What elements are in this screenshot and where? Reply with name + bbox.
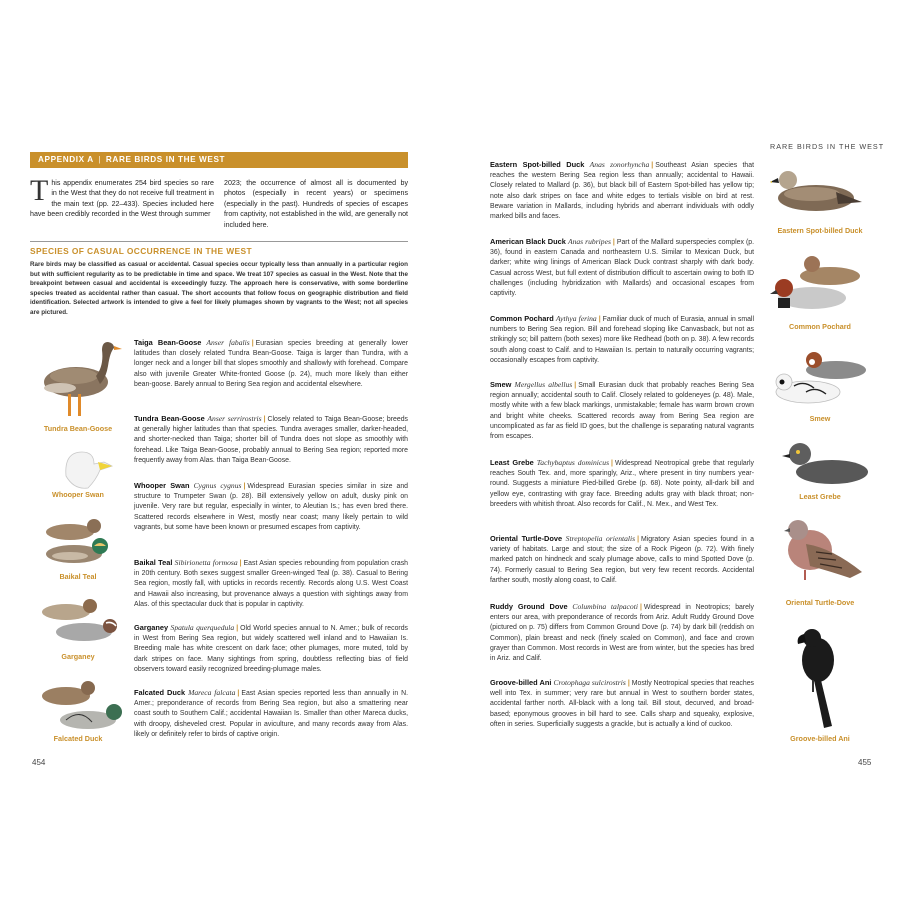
baikal-teal-illustration xyxy=(30,514,130,570)
entry-separator: | xyxy=(239,560,242,567)
entry-name: Ruddy Ground Dove xyxy=(490,602,568,611)
entry-groove-billed-ani xyxy=(490,678,754,730)
entry-separator: | xyxy=(251,340,254,347)
entry-text: East Asian species reported less than annually in N. Amer.; preponderance of records from Bering Sea region, but also a smattering near coast south to Southern Calif.; accidental Hawaiian Is. Smaller than other Mareca ducks, with droopy, disheveled crest. Popular in aviculture, and many records away from Alas. likely or definitely refer to birds of captive origin. xyxy=(134,690,408,738)
caption-eastern-spot-billed-duck: Eastern Spot-billed Duck xyxy=(777,226,863,235)
entry-separator: | xyxy=(627,680,630,687)
caption-smew: Smew xyxy=(809,414,831,423)
entry-text: Small Eurasian duck that probably reaches Bering Sea region annually; accidental south to Calif. Closely related to goldeneyes (p. 48). Male, mostly white with a few black markings, unmistakable; female has warm brown crown and bright white cheeks. Scattered records away from Bering Sea region are uncomplicated as far as field ID goes, but the challenge is separating natural vagrants from escapes. xyxy=(490,382,754,441)
entry-ruddy-ground-dove xyxy=(490,602,754,664)
right-page xyxy=(488,140,886,770)
entry-text: Familiar duck of much of Eurasia, annual in small numbers to Bering Sea region. Bill and forehead sloping like Canvasback, but not as strikingly so; bill pattern (both sexes) more like Redhead (both on p. 38). A few records south along coast to Calif. and to Hawaiian Is. pertain to naturally occurring vagrants; occasionally escapes from captivity. xyxy=(490,316,754,364)
section-intro: Rare birds may be classified as casual or accidental. Casual species occur typically less than annually in a particular region but with sufficient regularity as to be predictable in time and space. We treat 107 species as casual in the West. Note that the breakpoint between casual and accidental is exceedingly fuzzy. The approach here is conservative, with some borderline species treated as accidental rather than casual. The short accounts that follow focus on geographic distribution and field identification. Selected artwork is intended to give a feel for likely plumages shown by vagrants to the West; not all species are pictured. xyxy=(30,261,408,316)
caption-oriental-turtle-dove: Oriental Turtle-Dove xyxy=(785,598,855,607)
intro-text-1: his appendix enumerates 254 bird species so rare in the West that they do not receive full treatment in the main text (pp. 22–433). Species included here have been credibly recorded in the West through summer xyxy=(30,179,214,219)
entry-sci-name: Anser serrirostris xyxy=(207,414,262,423)
garganey-illustration xyxy=(30,596,130,648)
entry-name: Taiga Bean-Goose xyxy=(134,338,202,347)
entry-text: Migratory Asian species found in a variety of habitats. Large and stout; the size of a Rock Pigeon (p. 72). With finely marked patch on hindneck and scaly plumage above, calls to mind Spotted Dove (p. 74). Formerly casual to Bering Sea region, but very few recent records. Accidental farther south, mostly along coast, to Calif. xyxy=(490,536,754,584)
entry-text: Old World species annual to N. Amer.; bulk of records in West from Bering Sea region, but widely scattered well inland and to Hawaiian Is. Breeding male has white crescent on dark face; other plumages, more muted, told by dark stripes on face. Many sightings from spring, doubtless reflecting bias of field observers toward easily recognized breeding-plumage males. xyxy=(134,625,408,673)
entry-tundra-bean-goose xyxy=(134,414,408,466)
entry-text: East Asian species rebounding from population crash in 20th century. Both sexes suggest smaller Green-winged Teal (p. 38). Casual to Bering Sea region, mostly fall, with upticks in records recently. Records along U.S. West Coast and Hawaii also increasing, but provenance always a question with sightings away from Alas. of this spectacular duck that is popular in captivity. xyxy=(134,560,408,608)
entry-name: Whooper Swan xyxy=(134,481,190,490)
entry-name: Oriental Turtle-Dove xyxy=(490,534,563,543)
entry-sci-name: Anas zonorhyncha xyxy=(589,160,650,169)
entry-least-grebe xyxy=(490,458,754,510)
common-pochard-illustration xyxy=(768,250,878,316)
tundra-bean-goose-illustration xyxy=(30,336,126,422)
entry-name: American Black Duck xyxy=(490,237,566,246)
entry-sci-name: Tachybaptus dominicus xyxy=(536,458,610,467)
entry-taiga-bean-goose xyxy=(134,338,408,390)
entry-separator: | xyxy=(612,239,615,246)
page-number-left: 454 xyxy=(32,758,46,767)
entry-text: Southeast Asian species that reaches the western Bering Sea region less than annually; accidental to Hawaii. Closely related to Mallard (p. 36), but black bill of Eastern Spot-billed has yellow tip; note also dark stripes on face and white edges to tertials visible on bird at rest. Beware variation in Mallards, including hybrids and aberrant individuals with oddly marked bills and faces. xyxy=(490,162,754,221)
header-separator: | xyxy=(98,155,102,164)
oriental-turtle-dove-illustration xyxy=(776,514,876,590)
drop-cap: T xyxy=(30,174,49,207)
entry-separator: | xyxy=(574,382,577,389)
appendix-header xyxy=(30,152,408,168)
entry-sci-name: Sibirionetta formosa xyxy=(174,558,238,567)
entry-name: Garganey xyxy=(134,623,169,632)
running-head: RARE BIRDS IN THE WEST xyxy=(770,142,885,151)
entry-separator: | xyxy=(236,625,239,632)
entry-name: Smew xyxy=(490,380,512,389)
intro-text-2: 2023; the occurrence of almost all is documented by photos (especially in recent years) or specimens (especially in the past). Hundreds of species of escapes from captivity, not established in the wild, are generally not included here. xyxy=(224,179,408,229)
entry-name: Tundra Bean-Goose xyxy=(134,414,205,423)
entry-text: Widespread Eurasian species similar in size and structure to Trumpeter Swan (p. 28). Bill extensively yellow on adult, dusky pink on juvenile. Very rare but regular, especially in winter, to Aleutian Is.; has even bred there. Scattered records elsewhere in West, mostly near coast; many likely pertain to wild vagrants, but some have been known or presumed escapes from captivity. xyxy=(134,483,408,531)
entry-text: Mostly Neotropical species that reaches well into Tex. in summer; very rare but annual in West to southern border states, accidental farther north. All-black with a long tail. Bill stout, decurved, and broad-based; eponymous grooves in bill hard to see. Calls sharp and squeaky, explosive, often in series. Superficially suggests a grackle, but is actually a kind of cuckoo. xyxy=(490,680,754,728)
entry-name: Falcated Duck xyxy=(134,688,186,697)
entry-text: Part of the Mallard superspecies complex (p. 36), found in eastern Canada and northeastern U.S. Similar to Mexican Duck, but darker; white wing linings of American Black Duck contrast sharply with dark body. Casual across West, but full extent of distribution difficult to ascertain owing to both ID challenges (including hybridization with Mallards) and occasional escapes from captivity. xyxy=(490,239,755,298)
entry-sci-name: Mergellus albellus xyxy=(514,380,573,389)
appendix-title: RARE BIRDS IN THE WEST xyxy=(105,155,226,164)
entry-sci-name: Streptopelia orientalis xyxy=(565,534,636,543)
caption-common-pochard: Common Pochard xyxy=(789,322,851,331)
entry-oriental-turtle-dove xyxy=(490,534,754,586)
caption-tundra-bean-goose: Tundra Bean-Goose xyxy=(43,424,113,433)
entry-garganey xyxy=(134,623,408,675)
entry-eastern-spot-billed-duck xyxy=(490,160,754,222)
page-number-right: 455 xyxy=(858,758,872,767)
divider xyxy=(30,241,408,242)
entry-sci-name: Anas rubripes xyxy=(567,237,611,246)
entry-text: Widespread Neotropical grebe that regularly reaches South Tex. and, more sparingly, Ariz., where present in tiny numbers year-round. Suggests a miniature Pied-billed Grebe (p. 68). Note pointy, all-dark bill and yellow eye, contrasting with gray face. Breeding adults gray with black throat; non-breeders with whitish throat. Also records for Calif., N. Mex., and West Tex. xyxy=(490,460,754,508)
caption-garganey: Garganey xyxy=(61,652,95,661)
caption-baikal-teal: Baikal Teal xyxy=(59,572,97,581)
section-title: SPECIES OF CASUAL OCCURRENCE IN THE WEST xyxy=(30,246,252,256)
entry-sci-name: Aythya ferina xyxy=(555,314,597,323)
entry-sci-name: Columbina talpacoti xyxy=(572,602,638,611)
entry-text: Eurasian species breeding at generally lower latitudes than closely related Tundra Bean-Goose. Taiga is larger than Tundra, with a longer neck and a longer bill that slopes smoothly and shallowly with forehead. Compare also with juvenile Greater White-fronted Goose (p. 24), much more likely than either bean-goose. Barely annual to Bering Sea region and accidental elsewhere. xyxy=(134,340,408,388)
whooper-swan-illustration xyxy=(60,446,120,492)
caption-least-grebe: Least Grebe xyxy=(799,492,841,501)
falcated-duck-illustration xyxy=(30,678,130,736)
eastern-spot-billed-duck-illustration xyxy=(766,162,876,218)
entry-name: Groove-billed Ani xyxy=(490,678,552,687)
entry-separator: | xyxy=(243,483,246,490)
caption-falcated-duck: Falcated Duck xyxy=(53,734,103,743)
groove-billed-ani-illustration xyxy=(788,626,868,732)
intro-column-1 xyxy=(30,174,214,230)
entry-separator: | xyxy=(598,316,601,323)
entry-text: Widespread in Neotropics; barely enters our area, with preponderance of records from Ariz. Adult Ruddy Ground Dove (pictured on p. 75) differs from Common Ground Dove (p. 74) by dark bill (reddish on Common), plain breast and neck (finely scaled on Common), and face and crown grayer than Common. Most records in West are from winter, but the species has bred in Ariz. and Calif. xyxy=(490,604,754,663)
entry-whooper-swan xyxy=(134,481,408,533)
entry-name: Eastern Spot-billed Duck xyxy=(490,160,585,169)
entry-sci-name: Mareca falcata xyxy=(188,688,236,697)
entry-separator: | xyxy=(611,460,613,467)
intro-column-2 xyxy=(224,178,408,230)
caption-groove-billed-ani: Groove-billed Ani xyxy=(790,734,850,743)
appendix-label: APPENDIX A xyxy=(38,155,94,164)
entry-separator: | xyxy=(237,690,240,697)
entry-separator: | xyxy=(639,604,642,611)
entry-smew xyxy=(490,380,754,442)
entry-separator: | xyxy=(263,416,266,423)
entry-separator: | xyxy=(637,536,640,543)
least-grebe-illustration xyxy=(778,436,878,490)
entry-name: Baikal Teal xyxy=(134,558,173,567)
entry-separator: | xyxy=(651,162,654,169)
entry-sci-name: Crotophaga sulcirostris xyxy=(553,678,626,687)
entry-baikal-teal xyxy=(134,558,408,610)
entry-sci-name: Cygnus cygnus xyxy=(193,481,242,490)
smew-illustration xyxy=(770,346,880,412)
entry-sci-name: Spatula querquedula xyxy=(170,623,235,632)
entry-sci-name: Anser fabalis xyxy=(206,338,250,347)
entry-american-black-duck xyxy=(490,237,754,299)
entry-text: Closely related to Taiga Bean-Goose; breeds at generally higher latitudes than that species. Tundra averages smaller, darker-headed, and shorter-necked than Taiga; shorter bill of Tundra does not slope as smoothly with forehead. Like Taiga Bean-Goose, probably annual to Bering Sea region; reported more frequently away from Alas. than Taiga Bean-Goose. xyxy=(134,416,408,464)
caption-whooper-swan: Whooper Swan xyxy=(52,490,104,499)
entry-common-pochard xyxy=(490,314,754,366)
left-page xyxy=(30,140,410,770)
entry-name: Common Pochard xyxy=(490,314,554,323)
entry-falcated-duck xyxy=(134,688,408,740)
intro xyxy=(30,174,408,230)
entry-name: Least Grebe xyxy=(490,458,534,467)
